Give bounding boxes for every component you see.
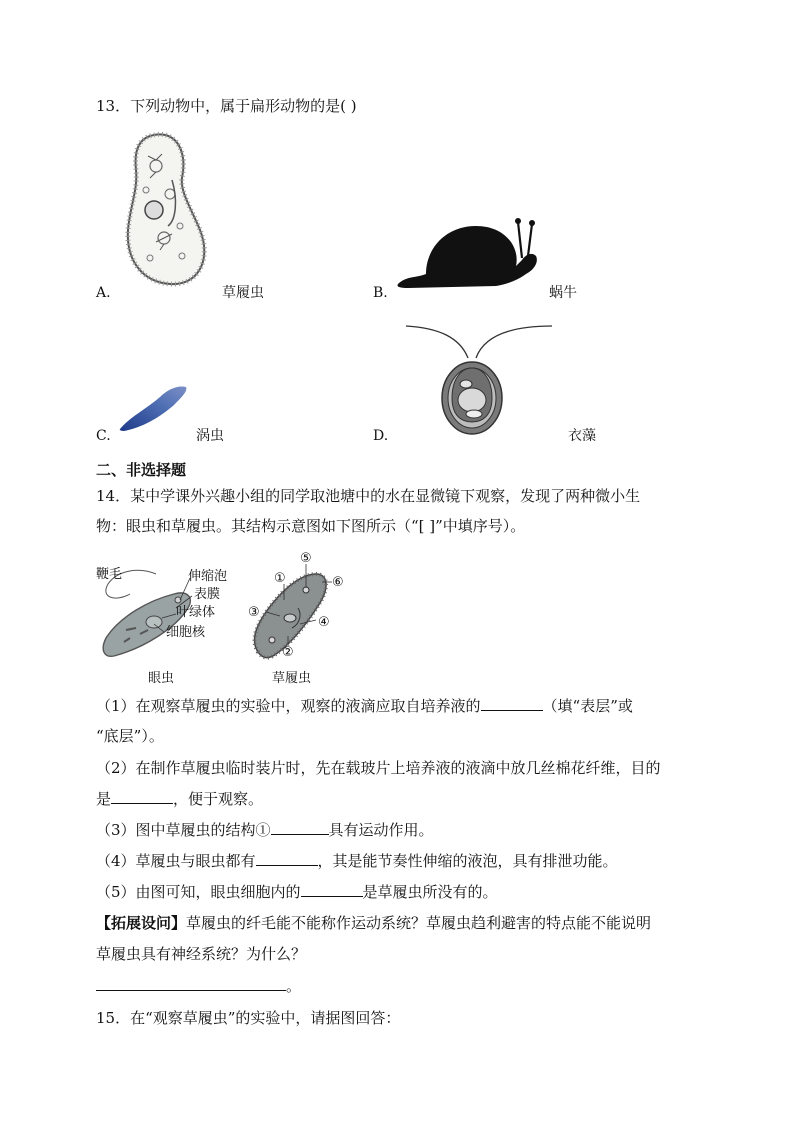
paramecium-num-1: ① — [274, 571, 286, 586]
euglena-label-flagellum: 鞭毛 — [96, 567, 123, 582]
paramecium-num-6: ⑥ — [332, 575, 344, 590]
q14-sub2-blank[interactable] — [111, 789, 173, 804]
q14-sub1-line1 — [96, 696, 633, 716]
option-b-letter: B. — [373, 285, 388, 301]
euglena-label-nucleus: 细胞核 — [166, 625, 206, 640]
euglena-label-pellicle: 表膜 — [194, 587, 221, 602]
q14-extension-answer — [96, 976, 301, 996]
paramecium-figure — [244, 548, 354, 692]
paramecium-num-2: ② — [282, 645, 294, 660]
q14-stem-line1: 14．某中学课外兴趣小组的同学取池塘中的水在显微镜下观察，发现了两种微小生 — [96, 487, 641, 505]
q14-sub5-text-b: 是草履虫所没有的。 — [362, 883, 498, 901]
paramecium-num-5: ⑤ — [300, 551, 312, 566]
q14-sub1-text-a: （1）在观察草履虫的实验中，观察的液滴应取自培养液的 — [96, 697, 481, 715]
paramecium-num-3: ③ — [248, 605, 260, 620]
option-c-name: 涡虫 — [196, 428, 224, 444]
option-b-name: 蜗牛 — [549, 285, 577, 301]
q14-sub5-blank[interactable] — [301, 882, 363, 897]
option-d-name: 衣藻 — [568, 428, 596, 444]
q14-sub3 — [96, 820, 434, 840]
q14-extension-blank[interactable] — [96, 976, 286, 991]
q14-sub1-line2: “底层”）。 — [96, 727, 164, 745]
q14-sub4-text-b: ，其是能节奏性伸缩的液泡，具有排泄功能。 — [317, 852, 618, 870]
q13-question: 13．下列动物中，属于扁形动物的是( ) — [96, 97, 357, 115]
paramecium-image — [120, 130, 215, 294]
q14-sub4 — [96, 851, 618, 871]
q14-sub1-text-b: （填“表层”或 — [542, 697, 633, 715]
snail-image — [396, 214, 541, 296]
euglena-label-chloroplast: 叶绿体 — [176, 605, 216, 620]
paramecium-num-4: ④ — [318, 615, 330, 630]
q14-sub3-text-b: 具有运动作用。 — [328, 821, 434, 839]
q14-sub2-text-b: 是 — [96, 790, 112, 808]
q14-sub5 — [96, 882, 498, 902]
paramecium-caption: 草履虫 — [272, 671, 312, 686]
q14-sub3-text-a: （3）图中草履虫的结构① — [96, 821, 271, 839]
q14-extension-line1 — [96, 913, 651, 933]
q14-sub5-text-a: （5）由图可知，眼虫细胞内的 — [96, 883, 301, 901]
q14-stem-line2: 物：眼虫和草履虫。其结构示意图如下图所示（“[ ]”中填序号）。 — [96, 517, 526, 535]
q14-extension-text1: 草履虫的纤毛能不能称作运动系统？草履虫趋利避害的特点能不能说明 — [186, 914, 652, 932]
planarian-image — [116, 383, 191, 437]
chlamydomonas-image — [400, 318, 560, 440]
option-c-letter: C. — [96, 428, 111, 444]
q14-sub4-blank[interactable] — [256, 851, 318, 866]
q14-sub3-blank[interactable] — [271, 820, 329, 835]
euglena-figure — [96, 560, 246, 692]
euglena-caption: 眼虫 — [148, 671, 175, 686]
option-a-letter: A. — [96, 285, 111, 301]
section-title: 二、非选择题 — [96, 461, 187, 479]
q14-sub2-line1: （2）在制作草履虫临时装片时，先在载玻片上培养液的液滴中放几丝棉花纤维，目的 — [96, 759, 661, 777]
option-d-letter: D. — [373, 428, 389, 444]
q14-sub4-text-a: （4）草履虫与眼虫都有 — [96, 852, 256, 870]
q14-sub1-blank[interactable] — [481, 696, 543, 711]
euglena-label-contractile-vacuole: 伸缩泡 — [188, 569, 228, 584]
q14-extension-tag: 【拓展设问】 — [96, 914, 187, 932]
option-a-name: 草履虫 — [222, 285, 264, 301]
q14-sub2-line2 — [96, 789, 263, 809]
q14-extension-end: 。 — [286, 977, 302, 995]
q15-stem: 15．在“观察草履虫”的实验中，请据图回答： — [96, 1009, 401, 1027]
q14-sub2-text-c: ，便于观察。 — [173, 790, 264, 808]
q14-extension-line2: 草履虫具有神经系统？为什么？ — [96, 945, 307, 963]
